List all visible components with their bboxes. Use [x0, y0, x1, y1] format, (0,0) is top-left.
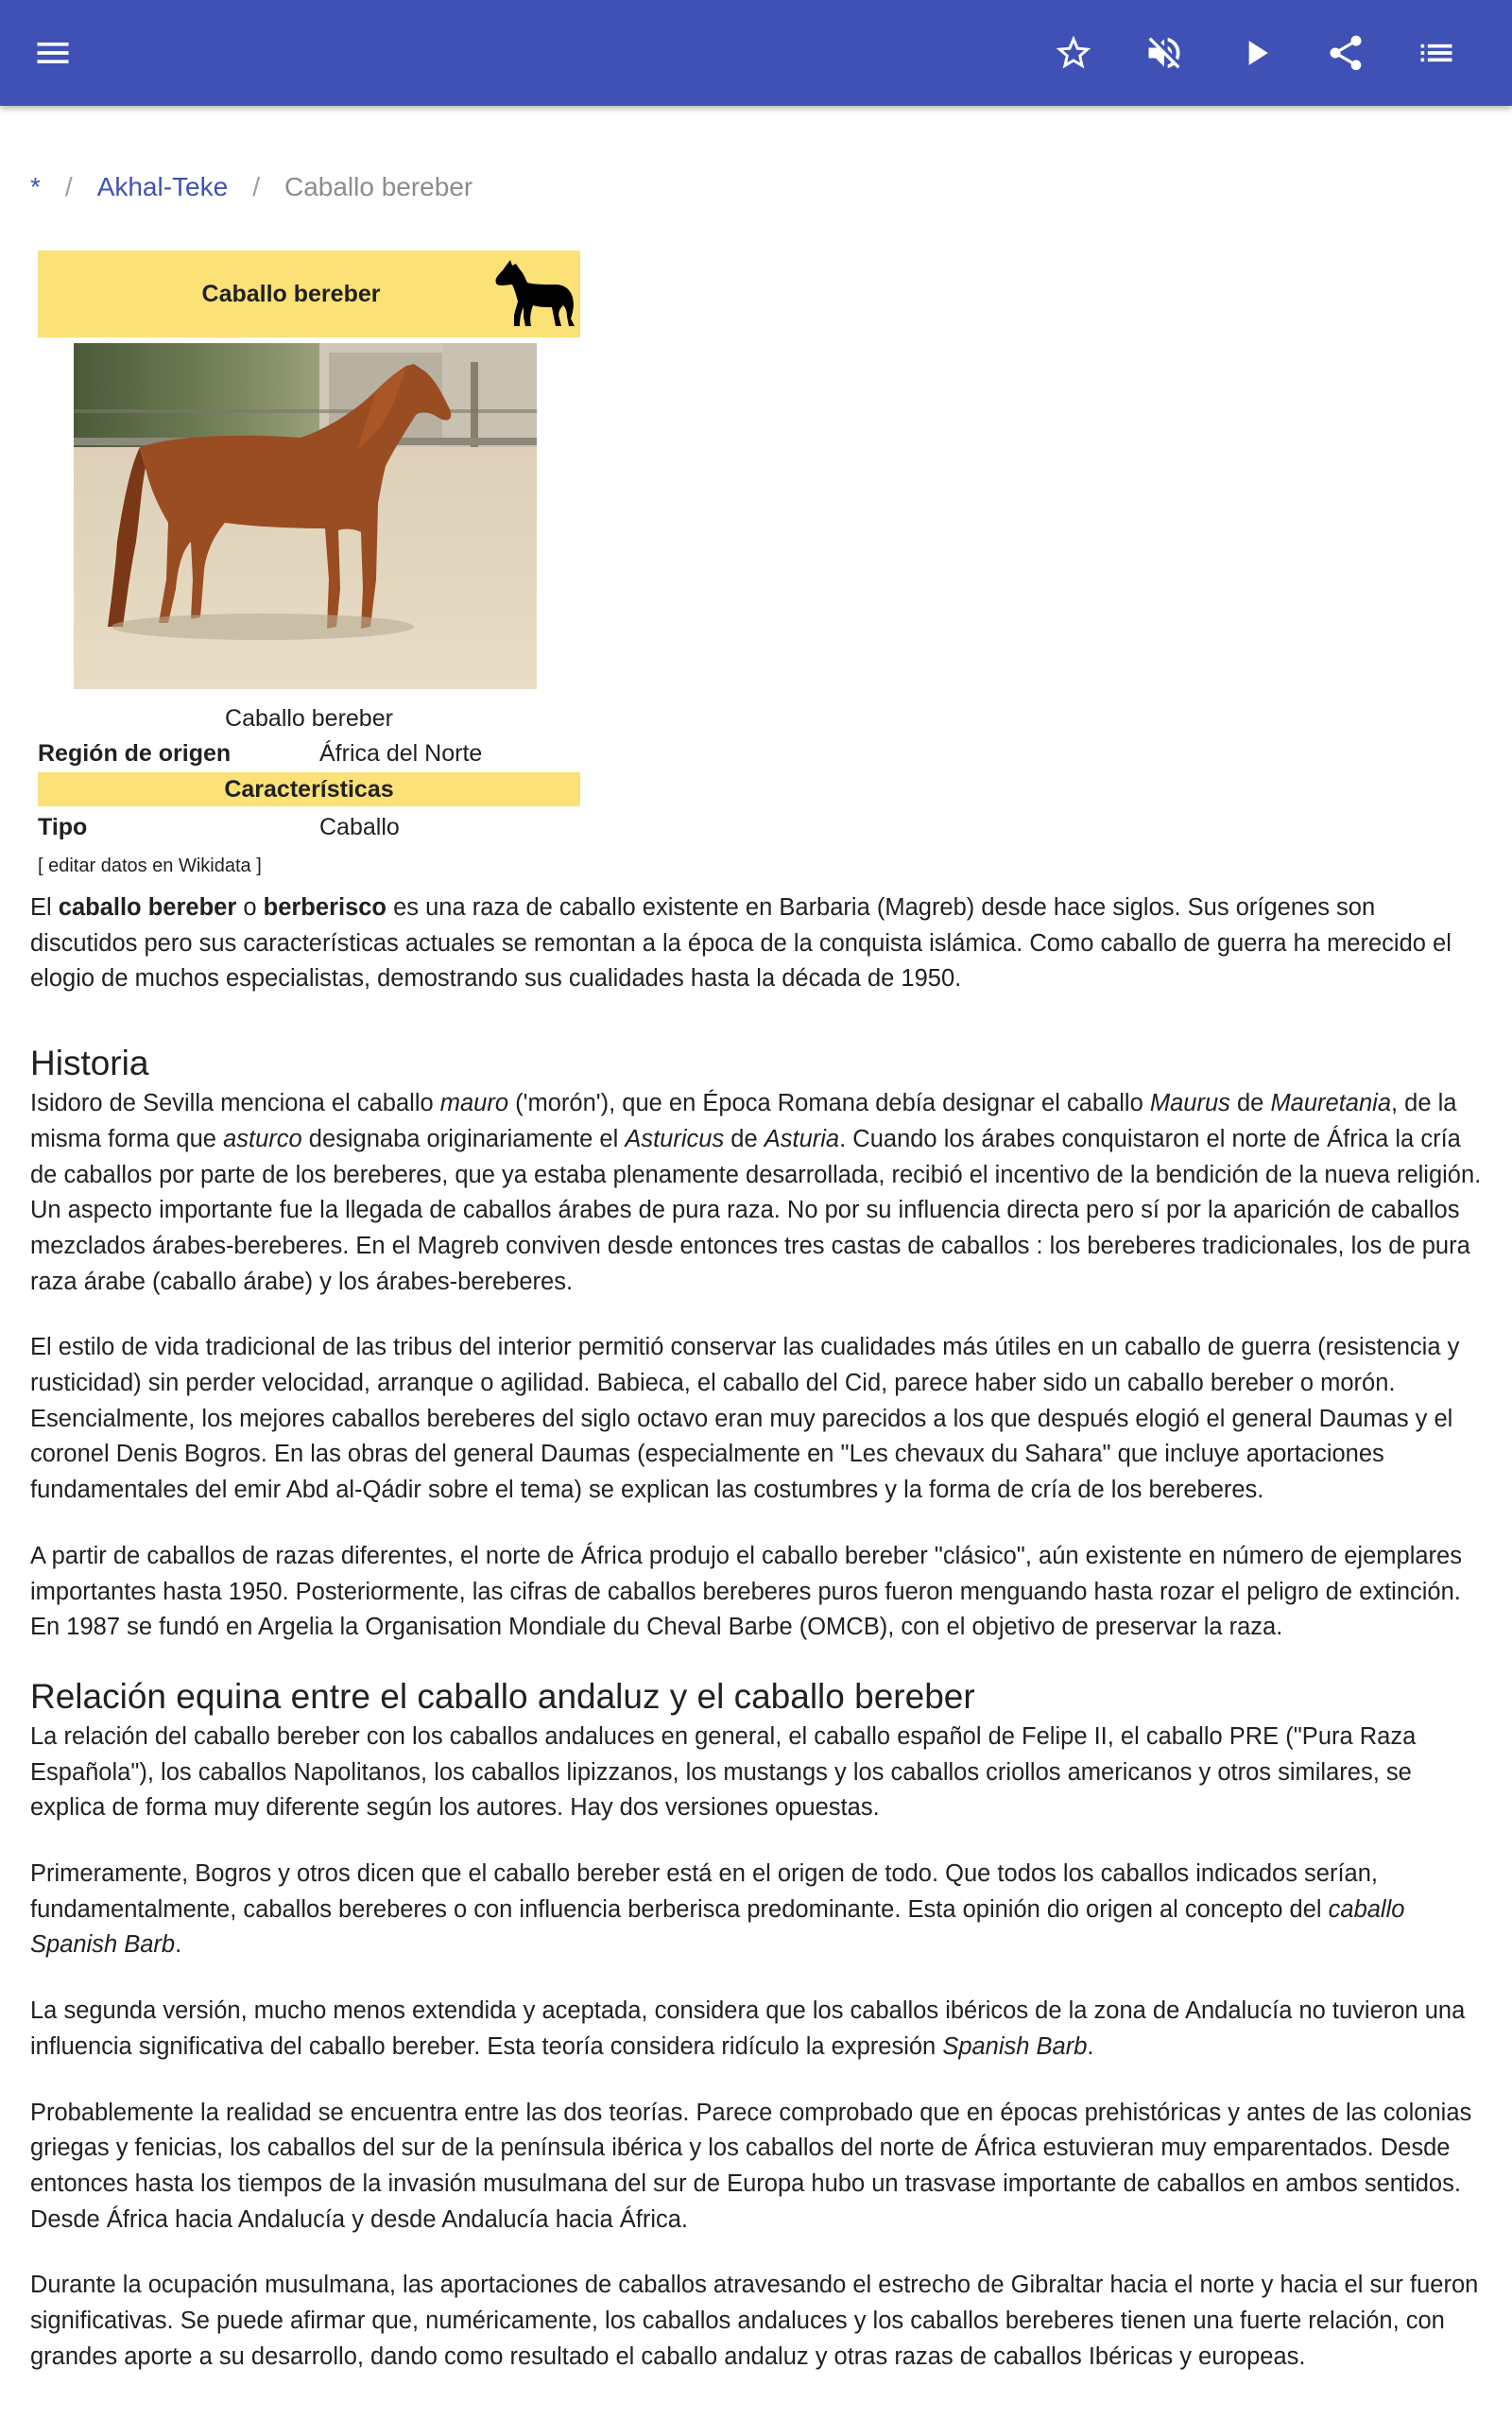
paragraph: La relación del caballo bereber con los caballos andaluces en general, el caballo español de Felipe II, el caballo PRE ("Pura Raza Española"), los caballos Napolitanos, los caballos lipizzanos, los mustangs y los caballos criollos americanos y otros similares, se explica de forma muy diferente según los autores. Hay dos versiones opuestas.	[30, 1722, 1417, 1822]
origin-value: África del Norte	[319, 739, 483, 767]
menu-icon	[32, 32, 74, 74]
share-button[interactable]	[1300, 0, 1391, 106]
infobox-header	[38, 251, 580, 337]
horse-icon	[491, 256, 578, 328]
infobox-title: Caballo bereber	[201, 280, 381, 307]
edit-wikidata-link[interactable]: [ editar datos en Wikidata ]	[38, 856, 262, 876]
paragraph: Durante la ocupación musulmana, las aportaciones de caballos atravesando el estrecho de Gibraltar hacia el norte y hacia el sur fueron significativas. Se puede afirmar que, numéricamente, los caballos andaluces y los caballos bereberes tienen una fuerte relación, con grandes aporte a su desarrollo, dando como resultado el caballo andaluz y otras razas de caballos Ibéricas y europeas.	[30, 2272, 1479, 2370]
breadcrumb	[30, 168, 472, 206]
contents-button[interactable]	[1391, 0, 1482, 106]
infobox-row-origin	[38, 735, 580, 772]
app-bar	[0, 0, 1512, 106]
mute-button[interactable]	[1119, 0, 1210, 106]
intro-paragraph: El caballo bereber o berberisco es una raza de caballo existente en Barbaria (Magreb) desde hace siglos. Sus orígenes son discutidos pero sus características actuales se remontan a la época de la conquista islámica. Como caballo de guerra ha merecido el elogio de muchos especialistas, demostrando sus cualidades hasta la década de 1950.	[30, 894, 1452, 993]
heading-historia: Historia	[30, 1044, 149, 1083]
type-label: Tipo	[38, 813, 88, 840]
origin-label: Región de origen	[38, 739, 232, 767]
type-value: Caballo	[319, 813, 400, 840]
infobox-section-header: Características	[38, 772, 580, 806]
breadcrumb-home-link[interactable]: *	[30, 172, 41, 201]
paragraph: La segunda versión, mucho menos extendida y aceptada, considera que los caballos ibéricos de la zona de Andalucía no tuvieron una influencia significativa del caballo bereber. Esta teoría considera ridículo la expresión Spanish Barb.	[30, 1997, 1466, 2060]
volume-off-icon	[1143, 32, 1185, 74]
breadcrumb-current: Caballo bereber	[284, 172, 473, 201]
breadcrumb-separator: /	[252, 172, 260, 201]
breadcrumb-parent-link[interactable]: Akhal-Teke	[96, 172, 229, 201]
infobox-caption: Caballo bereber	[225, 705, 393, 732]
play-button[interactable]	[1211, 0, 1301, 106]
bookmark-button[interactable]	[1028, 0, 1119, 106]
horse-photo[interactable]	[74, 343, 537, 689]
paragraph: Primeramente, Bogros y otros dicen que el caballo bereber está en el origen de todo. Que todos los caballos indicados serían, fundamentalmente, caballos bereberes o con influencia berberisca predominante. Esta opinión dio origen al concepto del caballo Spanish Barb.	[30, 1860, 1405, 1959]
paragraph: A partir de caballos de razas diferentes, el norte de África produjo el caballo bereber "clásico", aún existente en número de ejemplares importantes hasta 1950. Posteriormente, las cifras de caballos bereberes puros fueron menguando hasta rozar el peligro de extinción. En 1987 se fundó en Argelia la Organisation Mondiale du Cheval Barbe (OMCB), con el objetivo de preservar la raza.	[30, 1542, 1462, 1641]
breadcrumb-separator: /	[64, 172, 73, 201]
infobox	[38, 251, 580, 880]
paragraph: Isidoro de Sevilla menciona el caballo mauro ('morón'), que en Época Romana debía designar el caballo Maurus de Mauretania, de la misma forma que asturco designaba originariamente el Asturicus de Asturia. Cuando los árabes conquistaron el norte de África la cría de caballos por parte de los bereberes, que ya estaba plenamente desarrollada, recibió el incentivo de la bendición de la nueva religión. Un aspecto importante fue la llegada de caballos árabes de pura raza. No por su influencia directa pero sí por la aparición de caballos mezclados árabes-bereberes. En el Magreb conviven desde entonces tres castas de caballos : los bereberes tradicionales, los de pura raza árabe (caballo árabe) y los árabes-bereberes.	[30, 1090, 1482, 1295]
share-icon	[1325, 32, 1366, 74]
menu-button[interactable]	[8, 0, 98, 106]
play-icon	[1235, 32, 1277, 74]
infobox-row-type	[38, 808, 580, 846]
playlist-icon	[1416, 32, 1457, 74]
article-body	[30, 890, 1486, 2406]
horse-photo-image	[74, 343, 537, 689]
star-outline-icon	[1053, 32, 1094, 74]
heading-relacion: Relación equina entre el caballo andaluz y el caballo bereber	[30, 1676, 975, 1716]
paragraph: Probablemente la realidad se encuentra entre las dos teorías. Parece comprobado que en épocas prehistóricas y antes de las colonias griegas y fenicias, los caballos del sur de la península ibérica y los caballos del norte de África estuvieran muy emparentados. Desde entonces hasta los tiempos de la invasión musulmana del sur de Europa hubo un trasvase importante de caballos en ambos sentidos. Desde África hacia Andalucía y desde Andalucía hacia África.	[30, 2099, 1472, 2233]
paragraph: El estilo de vida tradicional de las tribus del interior permitió conservar las cualidades más útiles en un caballo de guerra (resistencia y rusticidad) sin perder velocidad, arranque o agilidad. Babieca, el caballo del Cid, parece haber sido un caballo bereber o morón. Esencialmente, los mejores caballos bereberes del siglo octavo eran muy parecidos a los que después elogió el general Daumas y el coronel Denis Bogros. En las obras del general Daumas (especialmente en "Les chevaux du Sahara" que incluye aportaciones fundamentales del emir Abd al-Qádir sobre el tema) se explican las costumbres y la forma de cría de los bereberes.	[30, 1334, 1460, 1504]
